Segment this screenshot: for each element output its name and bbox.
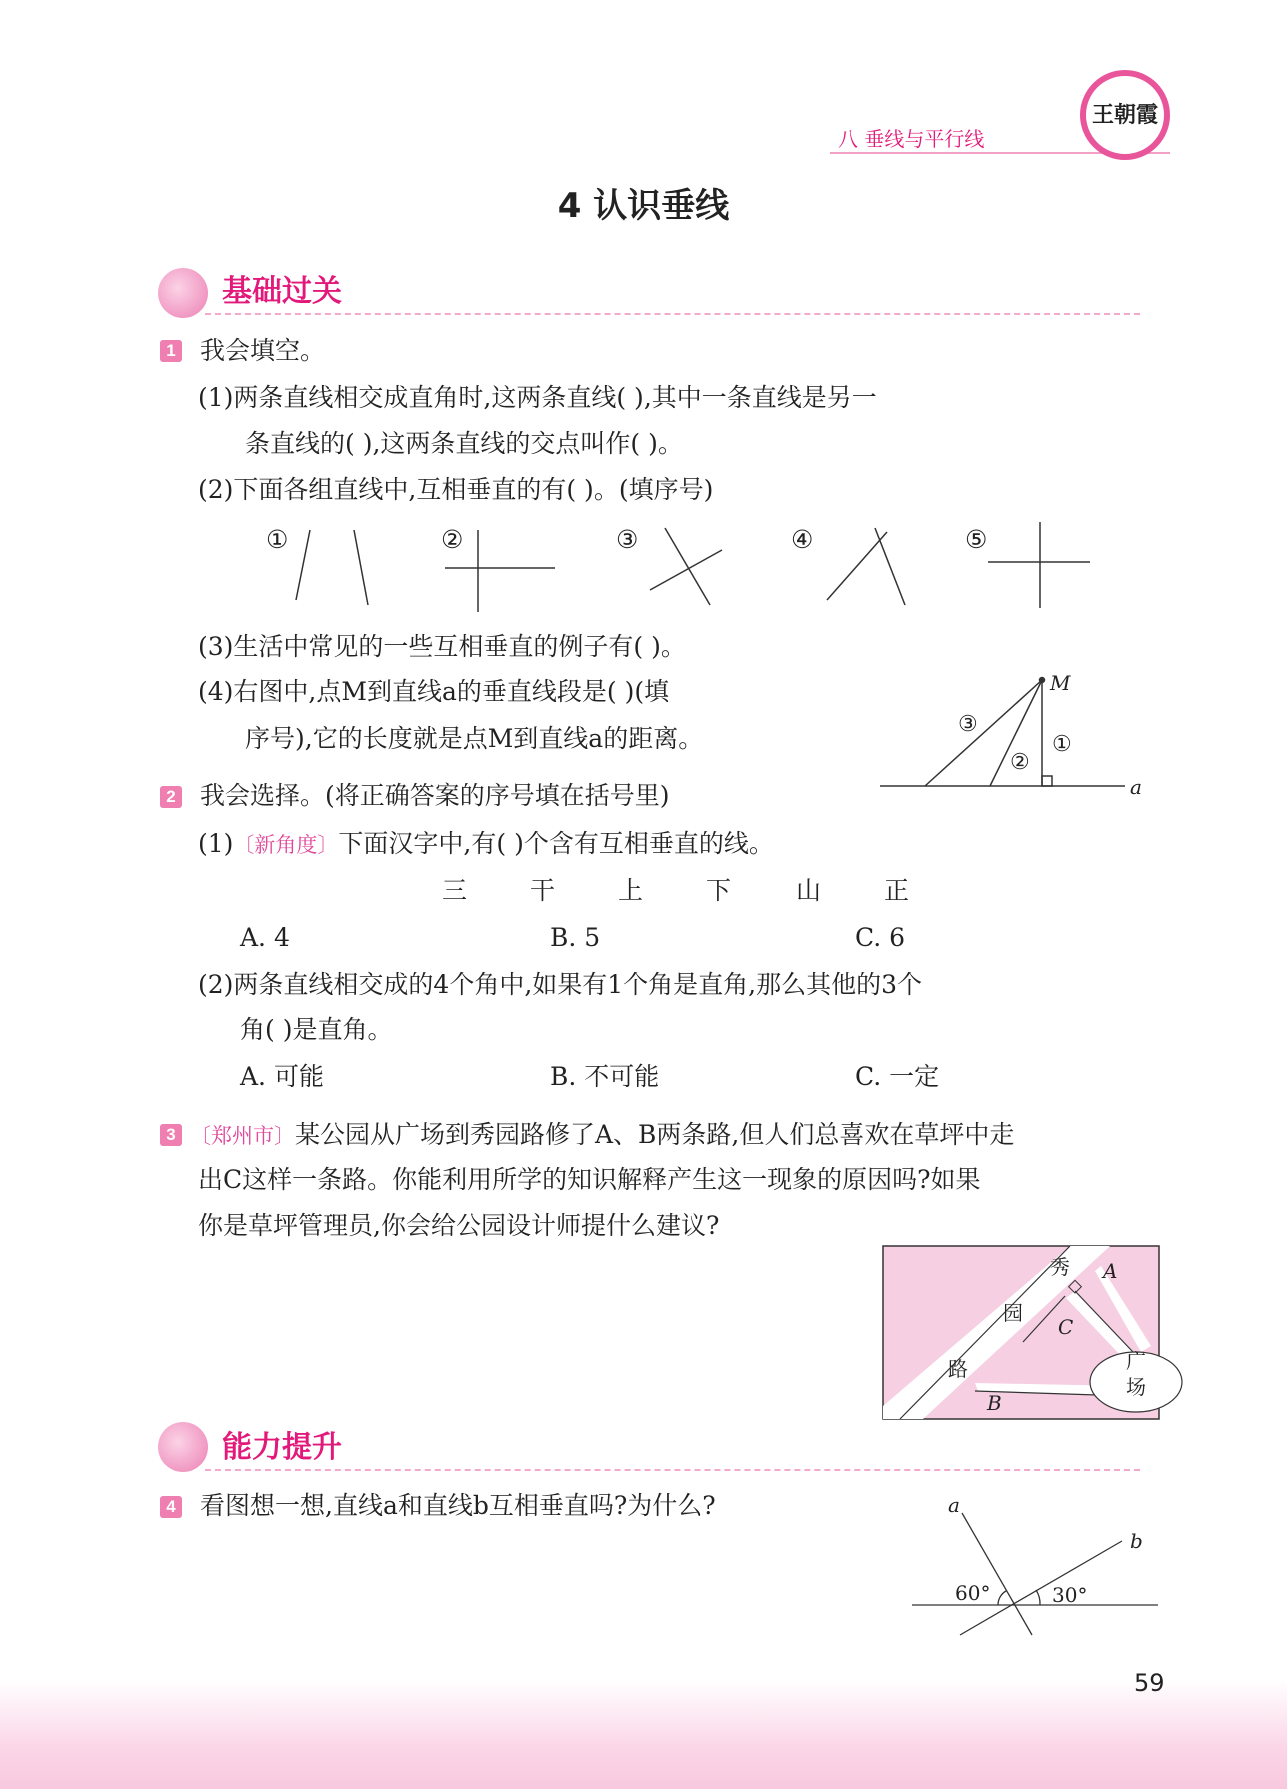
question-number: 3 <box>160 1124 182 1146</box>
square-label: 广 <box>1126 1349 1146 1373</box>
choice-b: B. 不可能 <box>550 1062 660 1091</box>
question-text: 某公园从广场到秀园路修了A、B两条路,但人们总喜欢在草坪中走 <box>295 1120 1015 1149</box>
line-label: a <box>1130 775 1142 799</box>
choice-a: A. 可能 <box>240 1062 324 1091</box>
hanzi-option: 正 <box>884 876 910 905</box>
angle-label: 60° <box>955 1581 991 1605</box>
section-heading-basic: 基础过关 <box>222 274 342 309</box>
choice-c: C. 一定 <box>855 1062 940 1091</box>
road-label: 路 <box>948 1357 968 1381</box>
question-number: 2 <box>160 786 182 808</box>
choice-c: C. 6 <box>855 923 906 952</box>
figure-label: ③ <box>616 525 639 554</box>
line-a-label: a <box>948 1493 960 1517</box>
path-label: C <box>1058 1315 1074 1339</box>
question-text: 条直线的( ),这两条直线的交点叫作( )。 <box>245 429 683 458</box>
path-label: B <box>987 1391 1002 1415</box>
point-label: M <box>1050 671 1071 695</box>
question-text: (2)两条直线相交成的4个角中,如果有1个角是直角,那么其他的3个 <box>198 970 923 999</box>
road-label: 秀 <box>1050 1255 1070 1279</box>
logo-text: 王朝霞 <box>1091 102 1158 128</box>
figure-label: ② <box>441 525 464 554</box>
choice-b: B. 5 <box>550 923 601 952</box>
question-title: 我会选择。(将正确答案的序号填在括号里) <box>200 781 670 810</box>
section-heading-advanced: 能力提升 <box>222 1430 342 1465</box>
page-number: 59 <box>1134 1669 1165 1697</box>
question-title: 我会填空。 <box>200 336 326 365</box>
question-text: 序号),它的长度就是点M到直线a的距离。 <box>245 724 704 753</box>
hanzi-option: 山 <box>796 876 822 905</box>
question-text: 下面汉字中,有( )个含有互相垂直的线。 <box>338 829 774 858</box>
path-label: A <box>1103 1259 1118 1283</box>
segment-label: ① <box>1052 732 1072 757</box>
chapter-header: 八 垂线与平行线 <box>838 127 985 151</box>
page-title: 4 认识垂线 <box>557 186 730 226</box>
question-text: (4)右图中,点M到直线a的垂直线段是( )(填 <box>198 677 670 706</box>
hanzi-option: 上 <box>618 876 644 905</box>
segment-label: ③ <box>958 712 978 737</box>
road-label: 园 <box>1003 1301 1023 1325</box>
hanzi-option: 三 <box>442 876 468 905</box>
tag-label: 〔新角度〕 <box>233 833 339 857</box>
hanzi-option: 干 <box>530 876 556 905</box>
segment-label: ② <box>1010 750 1030 775</box>
hanzi-option: 下 <box>706 876 732 905</box>
question-number: 4 <box>160 1496 182 1518</box>
line-b-label: b <box>1130 1529 1143 1553</box>
angle-label: 30° <box>1052 1583 1088 1607</box>
sub-number: (1) <box>198 829 234 858</box>
question-text: 出C这样一条路。你能利用所学的知识解释产生这一现象的原因吗?如果 <box>198 1165 981 1194</box>
question-text: (2)下面各组直线中,互相垂直的有( )。(填序号) <box>198 475 714 504</box>
question-text: 角( )是直角。 <box>240 1015 393 1044</box>
square-label: 场 <box>1126 1375 1146 1399</box>
question-text: 你是草坪管理员,你会给公园设计师提什么建议? <box>198 1211 720 1240</box>
choice-a: A. 4 <box>240 923 290 952</box>
question-text: (1)两条直线相交成直角时,这两条直线( ),其中一条直线是另一 <box>198 383 877 412</box>
question-text: 看图想一想,直线a和直线b互相垂直吗?为什么? <box>200 1491 716 1520</box>
question-text: (3)生活中常见的一些互相垂直的例子有( )。 <box>198 632 686 661</box>
figure-label: ⑤ <box>965 525 988 554</box>
figure-label: ④ <box>791 525 814 554</box>
question-number: 1 <box>160 340 182 362</box>
footer-band <box>0 1680 1287 1789</box>
figure-label: ① <box>266 525 289 554</box>
tag-label: 〔郑州市〕 <box>190 1124 295 1148</box>
